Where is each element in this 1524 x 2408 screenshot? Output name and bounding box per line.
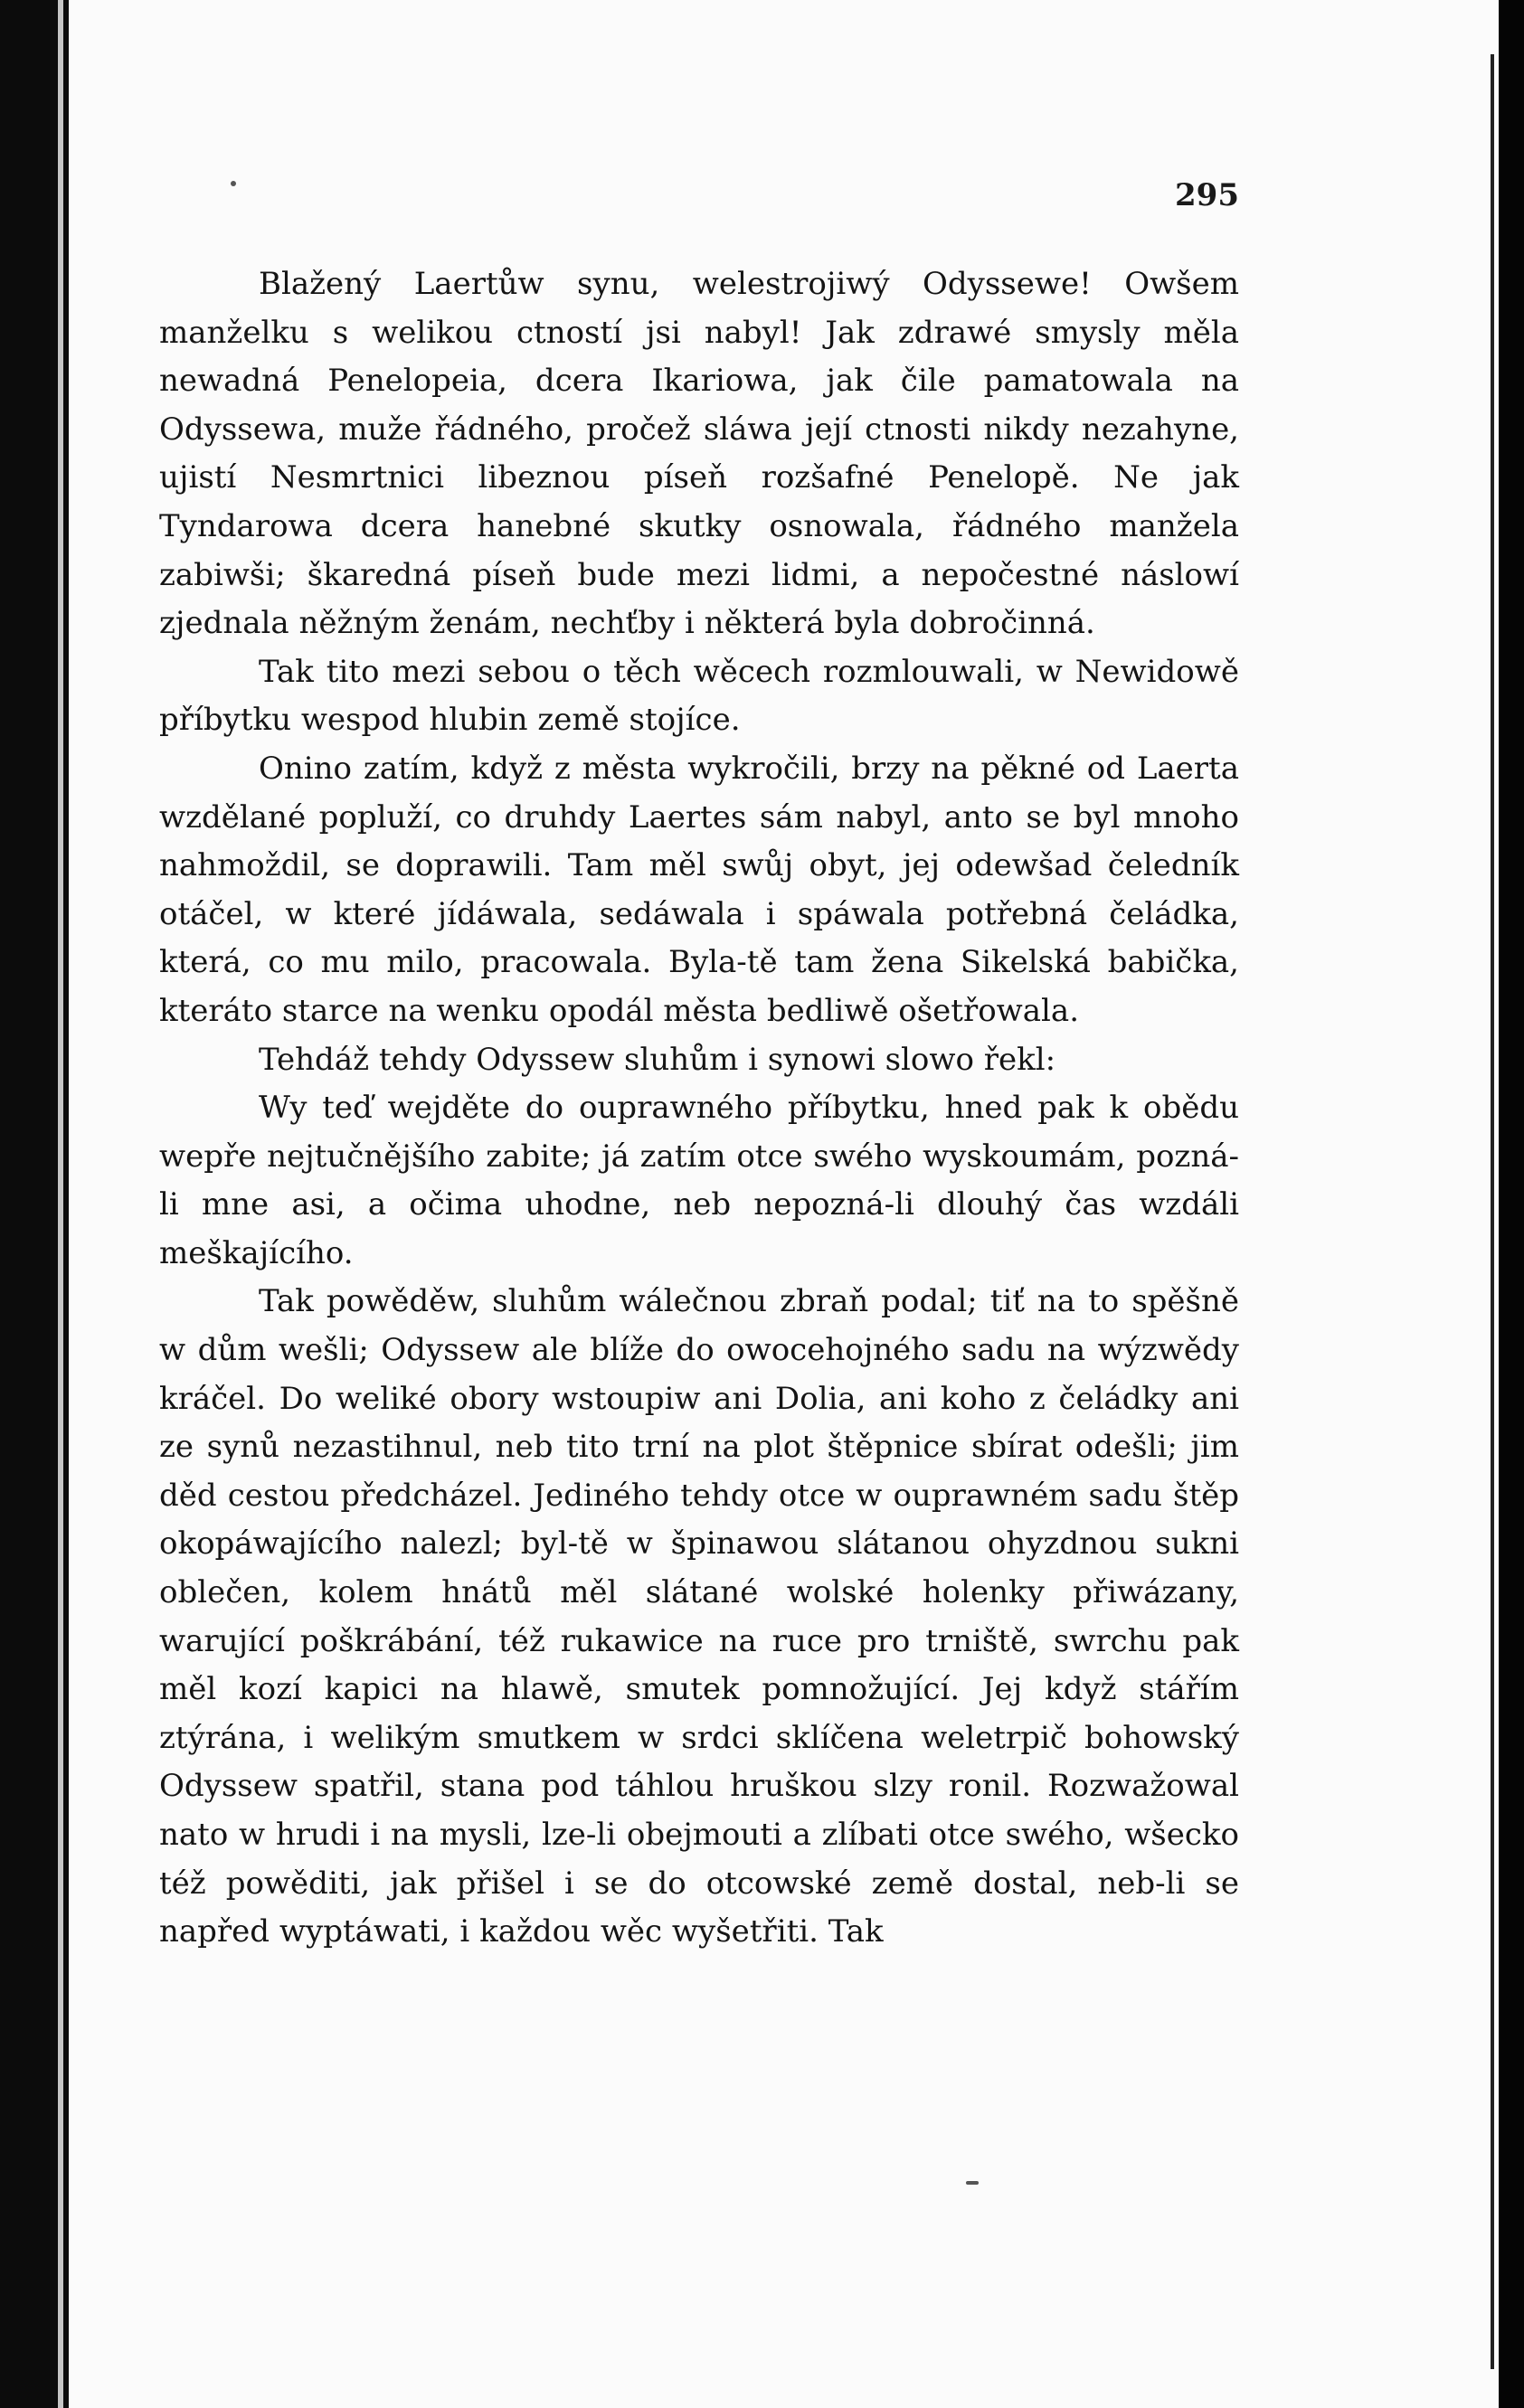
- body-text: [159, 260, 1239, 1957]
- paragraph: Blažený Laertůw synu, welestrojiwý Odyssewe! Owšem manželku s welikou ctností jsi nabyl! Jak zdrawé smysly měla newadná Penelopeia, dcera Ikariowa, jak čile pamatowala na Odyssewa, muže řádného, pročež sláwa její ctnosti nikdy nezahyne, ujistí Nesmrtnici libeznou píseň rozšafné Penelopě. Ne jak Tyndarowa dcera hanebné skutky osnowala, řádného manžela zabiwši; škaredná píseň bude mezi lidmi, a nepočestné náslowí zjednala něžným ženám, nechťby i některá byla dobročinná.: [159, 266, 1239, 642]
- right-scan-border: [1499, 0, 1524, 2408]
- paragraph: Tak powěděw, sluhům wálečnou zbraň podal; tiť na to spěšně w dům wešli; Odyssew ale blíže do owocehojného sadu na wýzwědy kráčel. Do weliké obory wstoupiw ani Dolia, ani koho z čeládky ani ze synů nezastihnul, neb tito trní na plot štěpnice sbírat odešli; jim děd cestou předcházel. Jediného tehdy otce w ouprawném sadu štěp okopáwajícího nalezl; byl-tě w špinawou slátanou ohyzdnou sukni oblečen, kolem hnátů měl slátané wolské holenky přiwázany, warující poškrábání, též rukawice na ruce pro trniště, swrchu pak měl kozí kapici na hlawě, smutek pomnožující. Jej když stářím ztýrána, i welikým smutkem w srdci sklíčena weletrpič bohowský Odyssew spatřil, stana pod táhlou hruškou slzy ronil. Rozwažowal nato w hrudi i na mysli, lze-li obejmouti a zlíbati otce swého, wšecko též powěditi, jak přišel i se do otcowské země dostal, neb-li se napřed wyptáwati, i každou wěc wyšetřiti. Tak: [159, 1283, 1239, 1950]
- paragraph: Tehdáž tehdy Odyssew sluhům i synowi slowo řekl:: [259, 1041, 1056, 1078]
- page-edge-shadow: [1491, 54, 1494, 2369]
- scan-speck: [966, 2181, 979, 2185]
- book-spine-edge: [58, 0, 63, 2408]
- paragraph: Onino zatím, když z města wykročili, brzy na pěkné od Laerta wzdělané popluží, co druhdy Laertes sám nabyl, anto se byl mnoho nahmoždil, se doprawili. Tam měl swůj obyt, jej odewšad čeledník otáčel, w které jídáwala, sedáwala i spáwala potřebná čeládka, která, co mu milo, pracowala. Byla-tě tam žena Sikelská babička, kteráto starce na wenku opodál města bedliwě ošetřowala.: [159, 750, 1239, 1029]
- scan-speck: [231, 181, 236, 186]
- paragraph: Wy teď wejděte do ouprawného příbytku, hned pak k obědu wepře nejtučnějšího zabite; já zatím otce swého wyskoumám, pozná-li mne asi, a očima uhodne, neb nepozná-li dlouhý čas wzdáli meškajícího.: [159, 1090, 1239, 1271]
- page-number: 295: [1175, 177, 1239, 213]
- paragraph: Tak tito mezi sebou o těch wěcech rozmlouwali, w Newidowě příbytku wespod hlubin země stojíce.: [159, 653, 1239, 739]
